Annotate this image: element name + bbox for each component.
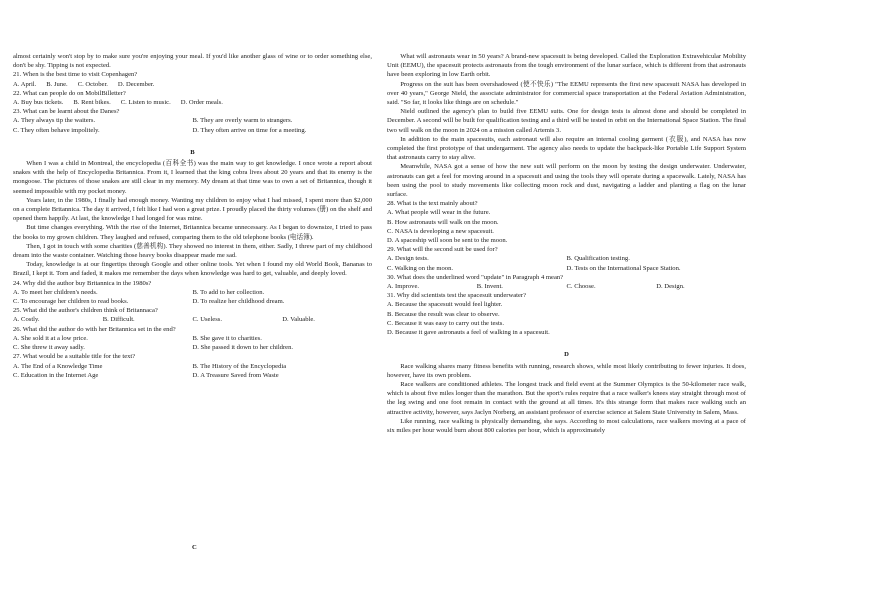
question-stem: 21. When is the best time to visit Copenhagen? xyxy=(13,71,138,79)
answer-option: D. She passed it down to her children. xyxy=(192,344,294,352)
answer-option: A. Design tests. xyxy=(387,255,429,263)
answer-option: B. Invent. xyxy=(476,283,503,291)
paragraph: In addition to the main spacesuits, each astronaut will also require an internal cooling garment (衣服), and NASA has now completed the first prototype of that undergarment. The agency also needs to update the backpack-like Portable Life Support System that astronauts carry to stay alive. xyxy=(387,135,746,162)
answer-option: A. To meet her children's needs. xyxy=(13,288,98,296)
question-stem: 23. What can be learnt about the Danes? xyxy=(13,108,120,116)
paragraph: Nield outlined the agency's plan to build five EEMU suits. One for design tests is almost done and should be completed in December. A second will be built for qualification testing and a third will be tested in orbit on the International Space Station. The final two will walk on the moon in 2024 on a mission called Artemis 3. xyxy=(387,108,746,134)
question-stem: 26. What did the author do with her Britannica set in the end? xyxy=(13,325,176,333)
question-stem: 28. What is the text mainly about? xyxy=(387,200,478,208)
answer-option: B. June. xyxy=(46,80,68,88)
passage-b xyxy=(13,159,372,279)
question-item xyxy=(13,279,372,307)
paragraph: But time changes everything. With the rise of the Internet, Britannica became unnecessary. As I began to downsize, I tried to pass the books to my grown children. They laughed and refused, comparing them to the old telephone books (电话簿). xyxy=(13,224,372,241)
passage-c-heading: C xyxy=(192,544,197,551)
answer-option: A. Costly. xyxy=(13,316,40,324)
paragraph: Today, knowledge is at our fingertips through Google and other online tools. Yet when I found my old World Book, Bananas to Brazil, I kept it. Torn and faded, it makes me remember the days when knowledge was hard to get, valuable, and deeply loved. xyxy=(13,261,372,278)
question-item xyxy=(387,273,746,291)
answer-option: D. Tests on the International Space Station. xyxy=(566,264,681,272)
answer-option: D. Design. xyxy=(656,283,685,291)
answer-option: C. To encourage her children to read books. xyxy=(13,298,129,306)
answer-option: D. To realize her childhood dream. xyxy=(192,298,285,306)
answer-option: A. She sold it at a low price. xyxy=(13,334,88,342)
answer-option: A. April. xyxy=(13,80,37,88)
left-column xyxy=(13,52,372,380)
paragraph: What will astronauts wear in 50 years? A brand-new spacesuit is being developed. Called the Exploration Extravehicular Mobility Unit (EEMU), the spacesuit protects astronauts from the tough environment of the lunar surface, which is different from that astronauts have been exploring in low Earth orbit. xyxy=(387,53,746,79)
question-item xyxy=(13,325,372,353)
questions-28-31 xyxy=(387,199,746,337)
question-item xyxy=(387,245,746,273)
spacer xyxy=(13,135,372,144)
answer-options-row xyxy=(13,126,372,135)
answer-option: C. Useless. xyxy=(192,316,222,324)
answer-option: C. Because it was easy to carry out the tests. xyxy=(387,319,505,327)
right-column xyxy=(387,52,746,435)
question-item xyxy=(387,291,746,337)
answer-option: C. October. xyxy=(77,80,108,88)
answer-options-row xyxy=(13,297,372,306)
paragraph: almost certainly won't stop by to make sure you're enjoying your meal. If you'd like another glass of wine or to order something else, don't be shy. Tipping is not expected. xyxy=(13,53,372,70)
passage-c xyxy=(387,52,746,199)
answer-option: A. The End of a Knowledge Time xyxy=(13,362,103,370)
answer-option: B. Because the result was clear to observe. xyxy=(387,310,500,318)
answer-options-row xyxy=(13,343,372,352)
answer-option: C. NASA is developing a new spacesuit. xyxy=(387,227,494,235)
answer-options-row xyxy=(13,288,372,297)
answer-options xyxy=(13,98,372,107)
answer-option: A. What people will wear in the future. xyxy=(387,209,491,217)
answer-option: D. Valuable. xyxy=(282,316,315,324)
question-item xyxy=(13,107,372,135)
answer-option: C. Education in the Internet Age xyxy=(13,371,99,379)
question-item xyxy=(387,199,746,245)
answer-options-row xyxy=(13,371,372,380)
answer-option: D. A Treasure Saved from Waste xyxy=(192,371,279,379)
spacer xyxy=(387,337,746,346)
paragraph: Then, I got in touch with some charities (慈善机构). They showed no interest in them, either. Sadly, I threw part of my childhood dream into the waste container. Watching those heavy books disappear made me sad. xyxy=(13,242,372,260)
answer-options-row xyxy=(387,254,746,263)
question-stem: 30. What does the underlined word "update" in Paragraph 4 mean? xyxy=(387,273,564,281)
answer-option: B. The History of the Encyclopedia xyxy=(192,362,287,370)
question-item xyxy=(13,306,372,324)
answer-option: D. They often arrive on time for a meeting. xyxy=(192,126,307,134)
answer-option: C. They often behave impolitely. xyxy=(13,126,100,134)
answer-option: A. Improve. xyxy=(387,283,420,291)
paragraph: When I was a child in Montreal, the encyclopedia (百科全书) was the main way to get knowledge. I once wrote a report about snakes with the help of Encyclopedia Britannica. From it, I learned that the king cobra lives about 20 years and that its enemy is the mongoose. The pictures of those snakes are still clear in my memory. My dream at that time was to own a set of Britannica, though it seemed impossible with my pocket money. xyxy=(13,160,372,195)
answer-option: A. Buy bus tickets. xyxy=(13,99,64,107)
paragraph: Race walkers are conditioned athletes. The longest track and field event at the Summer Olympics is the 50-kilometer race walk, which is about five miles longer than the marathon. But the sport's rules require that a race walker's knees stay straight through most of the leg swing and one foot remain in contact with the ground at all times. It's this strange form that makes race walking such an attractive activity, however, says Jaclyn Norberg, an assistant professor of exercise science at Salem State University in Salem, Mass. xyxy=(387,380,746,416)
answer-option: D. December. xyxy=(117,80,155,88)
answer-options-row xyxy=(13,362,372,371)
answer-option: C. Walking on the moon. xyxy=(387,264,454,272)
answer-options xyxy=(13,315,372,324)
question-stem: 31. Why did scientists test the spacesuit underwater? xyxy=(387,292,527,300)
answer-option: D. Order meals. xyxy=(180,99,223,107)
passage-a-ending xyxy=(13,52,372,70)
questions-21-23 xyxy=(13,70,372,134)
answer-options-row xyxy=(13,334,372,343)
answer-option: B. How astronauts will walk on the moon. xyxy=(387,218,499,226)
question-stem: 22. What can people do on MobilBilletter? xyxy=(13,89,126,97)
answer-option: C. Choose. xyxy=(566,283,596,291)
answer-options-row xyxy=(13,116,372,125)
question-item xyxy=(13,70,372,88)
passage-b-heading: B xyxy=(190,148,195,156)
answer-options xyxy=(387,282,746,291)
answer-option: C. Listen to music. xyxy=(120,99,171,107)
paragraph: Meanwhile, NASA got a sense of how the new suit will perform on the moon by testing the design underwater. Underwater, astronauts can get a feel for moving around in a spacesuit and using the tools they will operate during a spacewalk. Lately, NASA has been using the pool to study movements like collecting moon rock and dust, navigating a ladder and planting a flag on the lunar surface. xyxy=(387,163,746,199)
question-stem: 24. Why did the author buy Britannica in the 1980s? xyxy=(13,279,152,287)
paragraph: Progress on the suit has been overshadowed (使不快乐) "The EEMU represents the first new spacesuit NASA has developed in over 40 years," George Nield, the associate administrator for commercial space transportation at the Federal Aviation Administration, said. "So far, it looks like things are on schedule." xyxy=(387,80,746,107)
passage-d-heading: D xyxy=(564,351,569,359)
answer-option: D. Because it gave astronauts a feel of walking in a spacesuit. xyxy=(387,329,550,337)
question-item xyxy=(13,352,372,380)
paragraph: Like running, race walking is physically demanding, she says. According to most calculations, race walkers moving at a pace of six miles per hour would burn about 800 calories per hour, which is approximately xyxy=(387,417,746,434)
answer-option: B. Qualification testing. xyxy=(566,255,630,263)
answer-option: A. They always tip the waiters. xyxy=(13,117,96,125)
answer-option: B. She gave it to charities. xyxy=(192,334,262,342)
answer-option: B. They are overly warm to strangers. xyxy=(192,117,293,125)
passage-d xyxy=(387,362,746,436)
answer-option: D. A spaceship will soon be sent to the moon. xyxy=(387,237,508,245)
question-stem: 29. What will the second suit be used for? xyxy=(387,246,498,254)
answer-option: B. To add to her collection. xyxy=(192,288,265,296)
question-stem: 25. What did the author's children think of Britannaca? xyxy=(13,307,158,315)
questions-24-27 xyxy=(13,279,372,380)
paragraph: Race walking shares many fitness benefits with running, research shows, while most likely contributing to fewer injuries. It does, however, have its own problem. xyxy=(387,362,746,379)
paragraph: Years later, in the 1980s, I finally had enough money. Wanting my children to enjoy what I had missed, I spent more than $2,000 on a complete Britannica. The day it arrived, I felt like I had won a great prize. I proudly placed the thirty volumes (册) on the shelf and opened them happily. At last, the knowledge I had longed for was mine. xyxy=(13,196,372,223)
answer-option: B. Difficult. xyxy=(102,316,135,324)
question-stem: 27. What would be a suitable title for the text? xyxy=(13,353,136,361)
answer-option: A. Because the spacesuit would feel lighter. xyxy=(387,301,503,309)
answer-options xyxy=(13,80,372,89)
answer-options-row xyxy=(387,264,746,273)
question-item xyxy=(13,89,372,107)
answer-option: B. Rent bikes. xyxy=(73,99,111,107)
answer-option: C. She threw it away sadly. xyxy=(13,344,85,352)
